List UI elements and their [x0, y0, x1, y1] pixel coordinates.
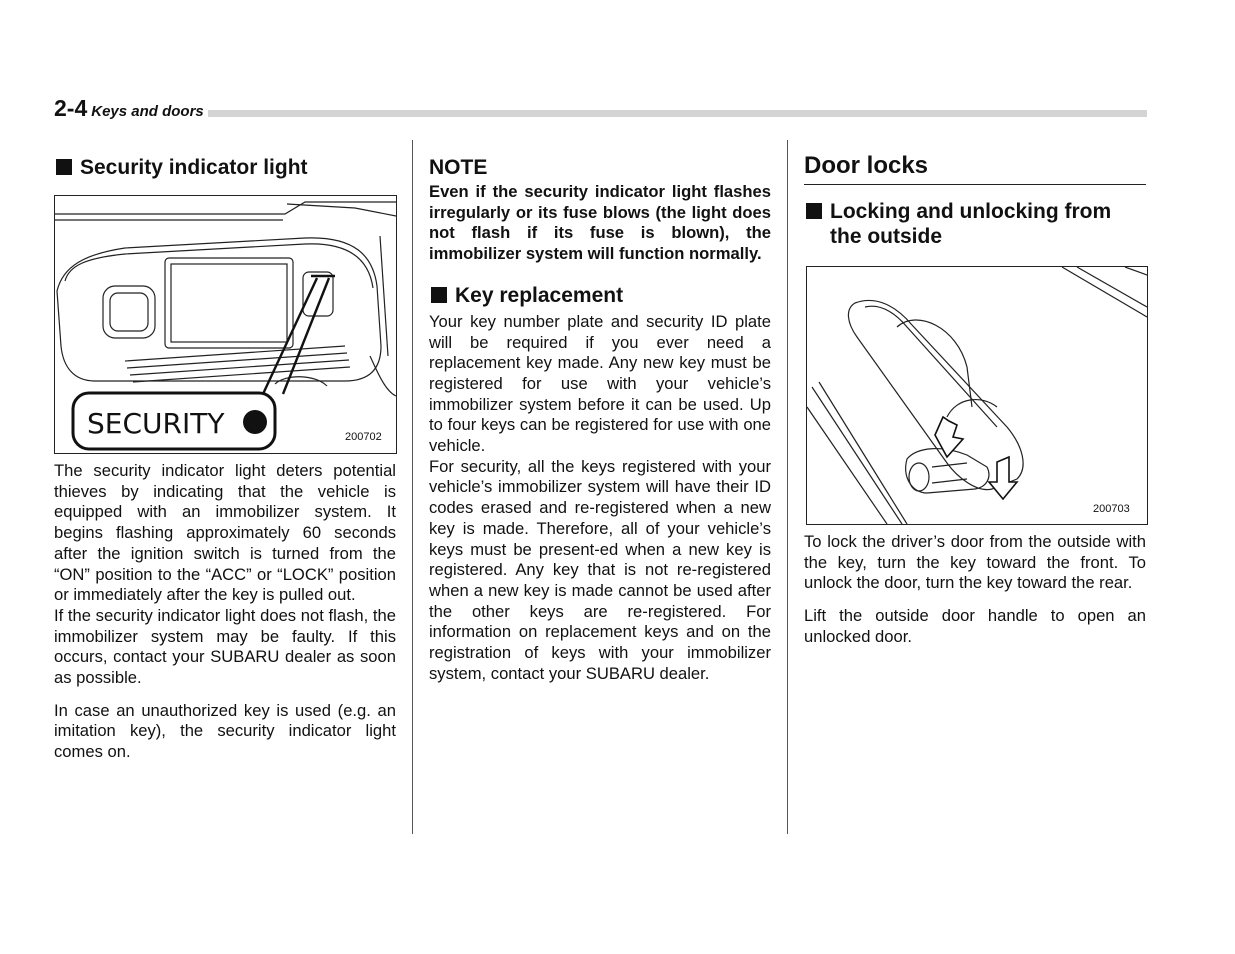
column-1-text [54, 461, 396, 763]
paragraph: To lock the driver’s door from the outside with the key, turn the key toward the front. To unlock the door, turn the key toward the rear. [804, 532, 1146, 593]
column-2 [429, 156, 771, 684]
door-handle-figure [806, 266, 1148, 525]
paragraph: The security indicator light deters potential thieves by indicating that the vehicle is equipped with an immobilizer system. It begins flashing approximately 60 seconds after the ignition switch is turned from the “ON” position to the “ACC” or “LOCK” position or immediately after the key is pulled out. [54, 461, 396, 605]
figure-number: 200702 [345, 431, 382, 443]
page-section-title: Door locks [804, 152, 1146, 185]
heading-text: Key replacement [455, 283, 624, 307]
note-text: Even if the security indicator light flashes irregularly or its fuse blows (the light does not flash if its fuse is blown), the immobilizer system will function normally. [429, 182, 771, 264]
note-heading: NOTE [429, 156, 488, 179]
section-heading [804, 199, 1146, 249]
page-number: 2-4 [54, 95, 88, 121]
column-3-text [804, 532, 1146, 648]
security-label: SECURITY [87, 407, 225, 440]
paragraph: In case an unauthorized key is used (e.g. an imitation key), the security indicator light comes on. [54, 700, 396, 762]
dashboard-illustration [55, 196, 396, 453]
paragraph: If the security indicator light does not flash, the immobilizer system may be faulty. If this occurs, contact your SUBARU dealer as soon as possible. [54, 605, 396, 688]
column-1 [54, 155, 396, 180]
square-bullet-icon [56, 159, 72, 175]
page-header [54, 95, 208, 122]
paragraph: Your key number plate and security ID plate will be required if you ever need a replacement key made. Any new key must be registered for use with your vehicle’s immobilizer system before it can be used. Up to four keys can be registered for use with one vehicle. [429, 311, 771, 456]
column-divider [412, 140, 413, 834]
header-rule [54, 110, 1147, 117]
square-bullet-icon [806, 203, 822, 219]
section-heading [54, 155, 396, 180]
paragraph: Lift the outside door handle to open an unlocked door. [804, 606, 1146, 646]
security-light-figure [54, 195, 397, 454]
door-handle-illustration [807, 267, 1147, 524]
column-3 [804, 152, 1146, 249]
paragraph: For security, all the keys registered with your vehicle’s immobilizer system will have their ID codes erased and re-registered when a new key is made. Therefore, all of your vehicle’s keys must be present-ed when a new key is registered. Any key that is not re-registered when a new key is made cannot be used after the other keys are re-registered. For information on replacement keys and on the registration of keys with your immobilizer system, contact your SUBARU dealer. [429, 456, 771, 683]
heading-text: Locking and unlocking from the outside [830, 200, 1112, 248]
figure-number: 200703 [1093, 503, 1130, 515]
square-bullet-icon [431, 287, 447, 303]
section-heading [429, 283, 771, 308]
section-title: Keys and doors [91, 103, 204, 120]
heading-text: Security indicator light [80, 156, 308, 179]
column-divider [787, 140, 788, 834]
indicator-dot-icon [243, 410, 267, 434]
